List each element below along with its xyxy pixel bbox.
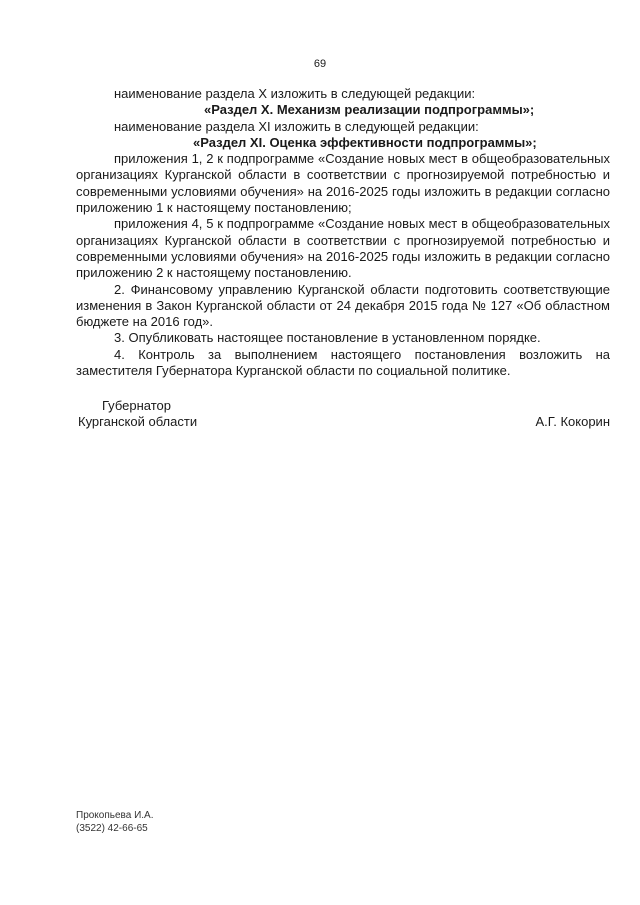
paragraph-item-3: 3. Опубликовать настоящее постановление в установленном порядке. — [114, 330, 541, 346]
page-number: 69 — [313, 58, 327, 70]
paragraph-section-x-intro: наименование раздела X изложить в следующей редакции: — [114, 86, 476, 101]
document-body — [76, 86, 610, 379]
paragraph-section-xi-title: «Раздел XI. Оценка эффективности подпрограммы»; — [193, 134, 537, 150]
signature-title-line2: Курганской области — [78, 414, 198, 429]
paragraph-appendix-4-5: приложения 4, 5 к подпрограмме «Создание новых мест в общеобразовательных организациях Курганской области в соответствии с прогнозируемой потребностью и современными условиями обучения» на 2016-2025 годы изложить в редакции согласно приложению 2 к настоящему постановлению. — [76, 216, 610, 281]
signature-title-line1: Губернатор — [102, 398, 171, 413]
paragraph-item-2: 2. Финансовому управлению Курганской области подготовить соответствующие изменения в Закон Курганской области от 24 декабря 2015 года № 127 «Об областном бюджете на 2016 год». — [76, 281, 610, 330]
executor-name: Прокопьева И.А. — [76, 810, 154, 821]
paragraph-item-4: 4. Контроль за выполнением настоящего постановления возложить на заместителя Губернатора Курганской области по социальной политике. — [76, 346, 610, 379]
executor-phone: (3522) 42-66-65 — [76, 823, 148, 834]
paragraph-section-xi-intro: наименование раздела XI изложить в следующей редакции: — [114, 118, 479, 134]
executor-footer — [76, 809, 154, 835]
signature-title — [78, 398, 197, 430]
paragraph-appendix-1-2: приложения 1, 2 к подпрограмме «Создание новых мест в общеобразовательных организациях Курганской области в соответствии с прогнозируемой потребностью и современными условиями обучения» на 2016-2025 годы изложить в редакции согласно приложению 1 к настоящему постановлению; — [76, 151, 610, 216]
paragraph-section-x-title: «Раздел X. Механизм реализации подпрограммы»; — [204, 102, 535, 118]
signature-name: А.Г. Кокорин — [535, 414, 610, 429]
